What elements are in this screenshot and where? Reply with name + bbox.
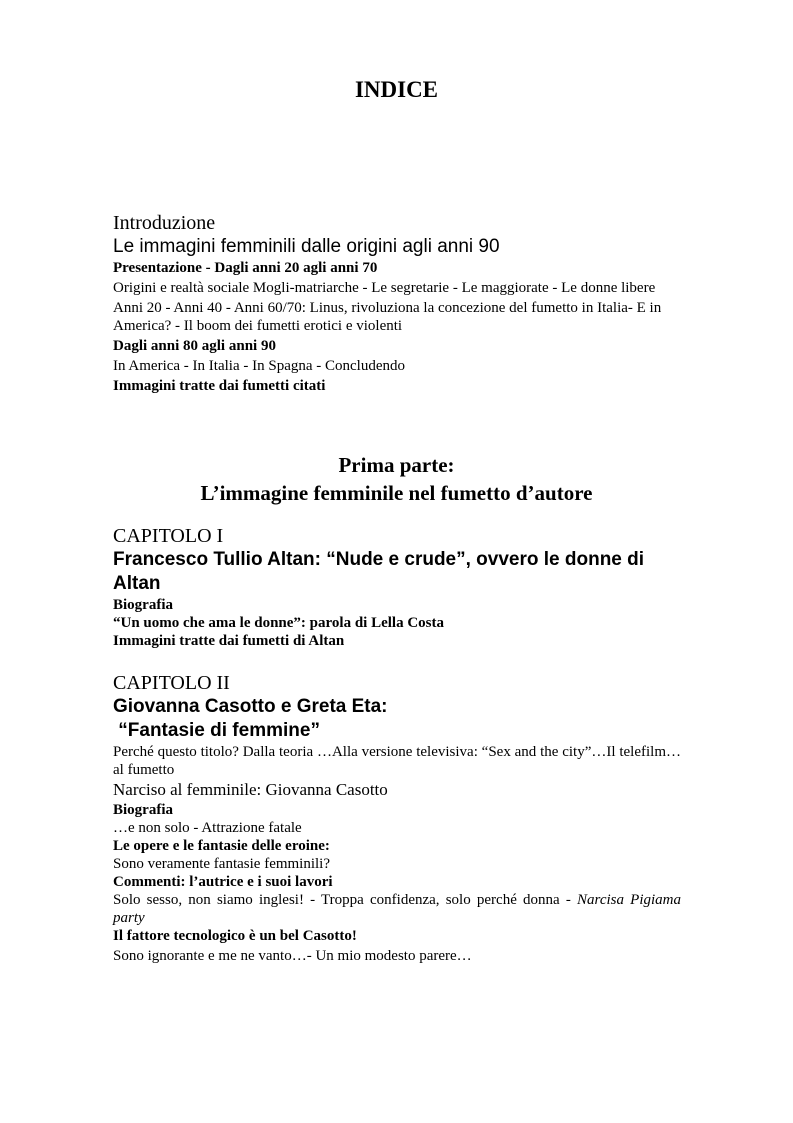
section-ignorante: Sono ignorante e me ne vanto…- Un mio modesto parere… [113,948,472,964]
intro-item: In America - In Italia - In Spagna - Concludendo [113,358,405,374]
intro-item: Anni 20 - Anni 40 - Anni 60/70: Linus, rivoluziona la concezione del fumetto in Italia- E in America? - Il boom dei fumetti erotici e violenti [113,300,662,334]
chapter-title-line-1: Giovanna Casotto e Greta Eta: [113,696,388,717]
intro-item: Presentazione - Dagli anni 20 agli anni 70 [113,260,378,276]
section-biografia: Biografia [113,802,173,818]
chapter-1-section [113,524,681,650]
chapter-item: “Un uomo che ama le donne”: parola di Lella Costa [113,615,444,631]
part-heading [0,451,793,507]
intro-item: Origini e realtà sociale Mogli-matriarche - Le segretarie - Le maggiorate - Le donne libere [113,280,656,296]
solo-sesso-text: Solo sesso, non siamo inglesi! - Troppa confidenza, solo perché donna - [113,892,578,908]
section-non-solo: …e non solo - Attrazione fatale [113,820,302,836]
section-fantasie: Sono veramente fantasie femminili? [113,856,331,872]
chapter-intro: Perché questo titolo? Dalla teoria …Alla versione televisiva: “Sex and the city”…Il telefilm…al fumetto [113,744,681,778]
page-title: INDICE [354,77,439,102]
part-title: L’immagine femminile nel fumetto d’autore [200,481,593,505]
section-fattore: Il fattore tecnologico è un bel Casotto! [113,928,357,944]
chapter-label: CAPITOLO I [113,525,224,547]
chapter-2-section [113,671,681,965]
chapter-title-line-2: “Fantasie di femmine” [113,720,320,741]
section-commenti: Commenti: l’autrice e i suoi lavori [113,874,333,890]
chapter-label: CAPITOLO II [113,672,230,694]
chapter-title: Francesco Tullio Altan: “Nude e crude”, ovvero le donne di Altan [113,549,645,594]
intro-item: Immagini tratte dai fumetti citati [113,378,326,394]
solo-sesso-italic: Narcisa Pigiama party [113,892,682,926]
intro-section [113,211,681,395]
chapter-item: Immagini tratte dai fumetti di Altan [113,633,345,649]
section-opere: Le opere e le fantasie delle eroine: [113,838,330,854]
intro-subtitle: Le immagini femminili dalle origini agli anni 90 [113,236,500,257]
chapter-item: Biografia [113,597,173,613]
intro-item: Dagli anni 80 agli anni 90 [113,338,276,354]
section-narciso: Narciso al femminile: Giovanna Casotto [113,780,388,799]
part-label: Prima parte: [338,453,455,477]
intro-heading: Introduzione [113,212,216,234]
section-solo-sesso [113,891,681,927]
